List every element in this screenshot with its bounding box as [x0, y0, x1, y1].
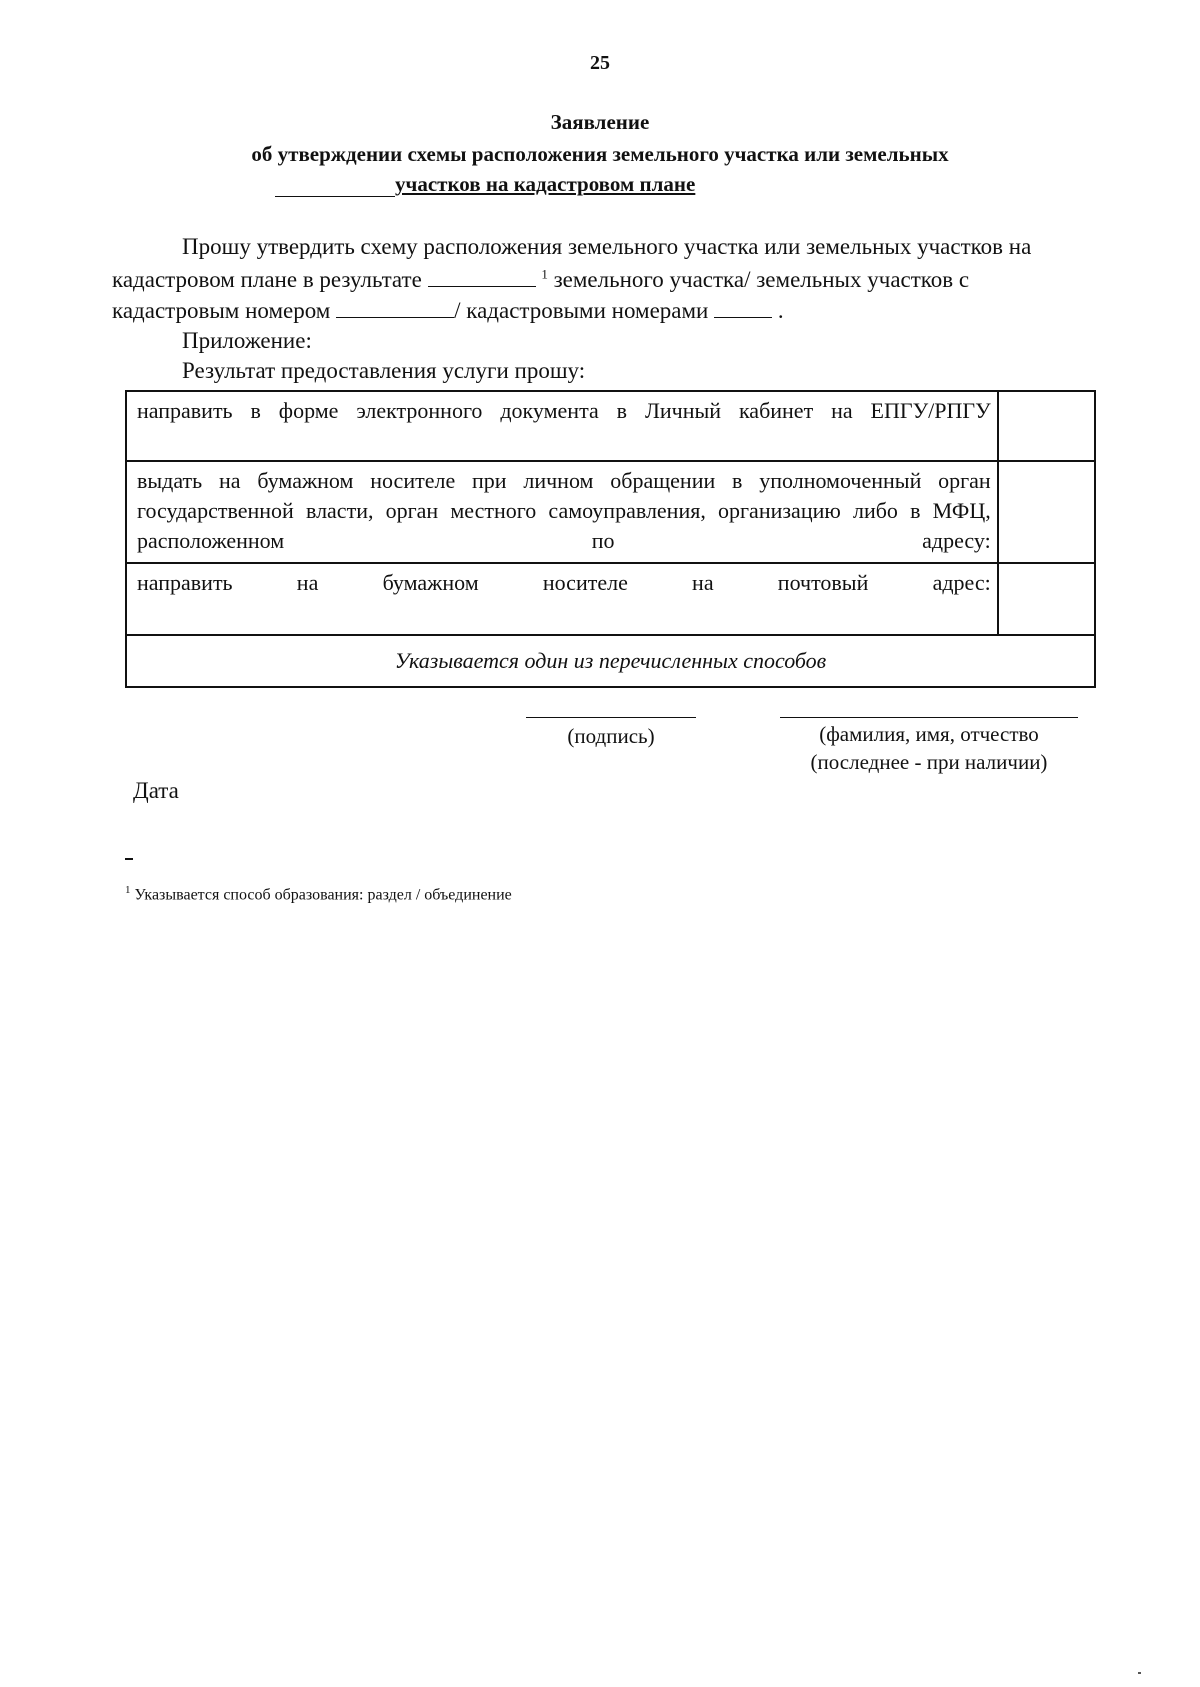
cadastral-numbers-field[interactable] — [714, 297, 772, 318]
request-line-3-mid: / кадастровыми номерами — [454, 298, 709, 323]
option-post-checkbox[interactable] — [998, 563, 1095, 635]
option-note: Указывается один из перечисленных способов — [126, 635, 1095, 687]
signature-caption: (подпись) — [567, 724, 655, 748]
option-electronic-checkbox[interactable] — [998, 391, 1095, 461]
name-caption-line-2: (последнее - при наличии) — [810, 750, 1048, 774]
option-note-row — [126, 635, 1095, 687]
request-line-3-end: . — [777, 298, 784, 323]
request-line-2-start: кадастровом плане в результате — [112, 267, 422, 292]
document-subtitle-line-2 — [275, 172, 695, 197]
footnote-mark: 1 — [125, 884, 131, 896]
option-row — [126, 563, 1095, 635]
name-caption-line-1: (фамилия, имя, отчество — [819, 722, 1039, 746]
footnote-text: Указывается способ образования: раздел / объединение — [134, 886, 512, 904]
attachment-label: Приложение: — [182, 328, 312, 353]
result-label: Результат предоставления услуги прошу: — [182, 358, 586, 383]
method-blank-field[interactable] — [428, 266, 536, 287]
footnote — [125, 884, 512, 904]
delivery-options-table — [125, 390, 1096, 688]
option-row — [126, 461, 1095, 563]
date-label: Дата — [133, 778, 179, 803]
document-title: Заявление — [550, 110, 650, 134]
document-subtitle-line-2-text: участков на кадастровом плане — [395, 172, 696, 196]
cadastral-number-field[interactable] — [336, 297, 454, 318]
title-blank-line — [275, 176, 395, 197]
option-electronic-text: направить в форме электронного документа в Личный кабинет на ЕПГУ/РПГУ — [126, 391, 998, 461]
signature-line[interactable] — [526, 717, 696, 718]
request-line-2-end: земельного участка/ земельных участков с — [553, 267, 970, 292]
scan-speck — [1138, 1672, 1141, 1674]
option-post-text: направить на бумажном носителе на почтовый адрес: — [126, 563, 998, 635]
request-line-2 — [112, 266, 969, 293]
name-line[interactable] — [780, 717, 1078, 718]
document-subtitle-line-1: об утверждении схемы расположения земельного участка или земельных — [251, 142, 949, 166]
page-number: 25 — [590, 52, 610, 74]
request-line-1: Прошу утвердить схему расположения земельного участка или земельных участков на — [182, 234, 1032, 259]
request-line-3-start: кадастровым номером — [112, 298, 331, 323]
request-line-3 — [112, 297, 784, 324]
option-in-person-checkbox[interactable] — [998, 461, 1095, 563]
option-row — [126, 391, 1095, 461]
option-in-person-text: выдать на бумажном носителе при личном обращении в уполномоченный орган государственной власти, орган местного самоуправления, организацию либо в МФЦ, расположенном по адресу: — [126, 461, 998, 563]
footnote-separator — [125, 858, 133, 860]
footnote-reference: 1 — [541, 266, 548, 282]
